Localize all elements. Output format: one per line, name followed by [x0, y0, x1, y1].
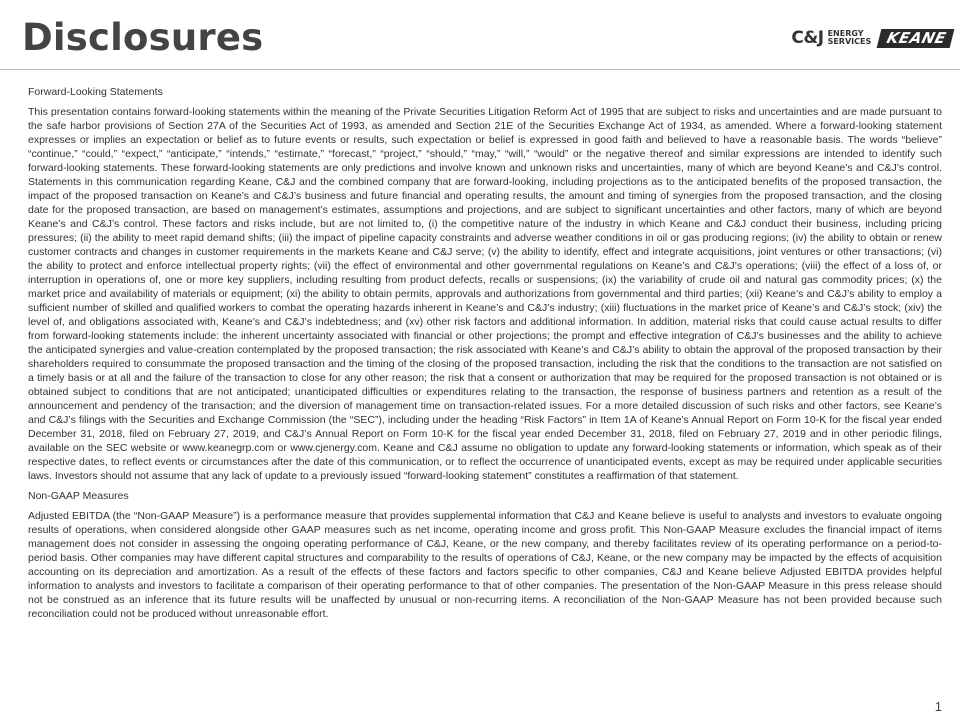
cj-logo-words [828, 30, 872, 46]
forward-looking-paragraph: This presentation contains forward-looking statements within the meaning of the Private Securities Litigation Reform Act of 1995 that are subject to risks and uncertainties and are made pursuant to the safe harbor provisions of Section 27A of the Securities Act of 1993, as amended and Section 21E of the Securities Exchange Act of 1934, as amended. Where a forward-looking statement expresses or implies an expectation or belief as to future events or results, such expectation or belief is expressed in good faith and believed to have a reasonable basis. The words “believe” “continue,” “could,” “expect,” “anticipate,” “intends,” “estimate,” “forecast,” “project,” “should,” “may,” “will,” “would” or the negative thereof and similar expressions are intended to identify such forward-looking statements. These forward-looking statements are only predictions and involve known and unknown risks and uncertainties, many of which are beyond Keane’s and C&J’s control. Statements in this communication regarding Keane, C&J and the combined company that are forward-looking, including projections as to the anticipated benefits of the proposed transaction, the impact of the proposed transaction on Keane’s and C&J’s business and future financial and operating results, the amount and timing of synergies from the proposed transaction, and the closing date for the proposed transaction, are based on management’s estimates, assumptions and projections, and are subject to significant uncertainties and other factors, many of which are beyond Keane’s and C&J’s control. These factors and risks include, but are not limited to, (i) the competitive nature of the industry in which Keane and C&J conduct their business, including pricing pressures; (ii) the ability to meet rapid demand shifts; (iii) the impact of pipeline capacity constraints and adverse weather conditions in oil or gas producing regions; (iv) the ability to obtain or renew customer contracts and changes in customer requirements in the markets Keane and C&J serve; (v) the ability to identify, effect and integrate acquisitions, joint ventures or other transactions; (vi) the ability to protect and enforce intellectual property rights; (vii) the effect of environmental and other governmental regulations on Keane’s and C&J’s operations; (viii) the effect of a loss of, or interruption in operations of, one or more key suppliers, including resulting from product defects, recalls or suspensions; (ix) the variability of crude oil and natural gas commodity prices; (x) the market price and availability of materials or equipment; (xi) the ability to obtain permits, approvals and authorizations from governmental and third parties; (xii) Keane’s and C&J’s ability to employ a sufficient number of skilled and qualified workers to combat the operating hazards inherent in Keane’s and C&J’s industry; (xiii) fluctuations in the market price of Keane’s and C&J’s stock; (xiv) the level of, and obligations associated with, Keane’s and C&J’s indebtedness; and (xv) other risk factors and additional information. In addition, material risks that could cause actual results to differ from forward-looking statements include: the inherent uncertainty associated with financial or other projections; the prompt and effective integration of C&J’s businesses and the ability to achieve the anticipated synergies and value-creation contemplated by the proposed transaction; the risk associated with Keane’s and C&J’s ability to obtain the approval of the proposed transaction by their shareholders required to consummate the proposed transaction and the timing of the closing of the proposed transaction, including the risk that the conditions to the transaction are not satisfied on a timely basis or at all and the failure of the transaction to close for any other reason; the risk that a consent or authorization that may be required for the proposed transaction is not obtained or is obtained subject to conditions that are not anticipated; unanticipated difficulties or expenditures relating to the transaction, the response of business partners and retention as a result of the announcement and pendency of the transaction; and the diversion of management time on transaction-related issues. For a more detailed discussion of such risks and other factors, see Keane’s and C&J’s filings with the Securities and Exchange Commission (the “SEC”), including under the heading “Risk Factors” in Item 1A of Keane’s Annual Report on Form 10-K for the fiscal year ended December 31, 2018, filed on February 27, 2019, and C&J’s Annual Report on Form 10-K for the fiscal year ended December 31, 2018, filed on February 27, 2019 and in other periodic filings, available on the SEC website or www.keanegrp.com or www.cjenergy.com. Keane and C&J assume no obligation to update any forward-looking statements or information, which speak as of their respective dates, to reflect events or circumstances after the date of this communication, or to reflect the occurrence of unanticipated events, except as may be required under applicable securities laws. Investors should not assume that any lack of update to a previously issued “forward-looking statement” constitutes a reaffirmation of that statement. [28, 106, 942, 482]
forward-looking-heading: Forward-Looking Statements [28, 86, 163, 98]
keane-logo: KEANE [877, 29, 955, 48]
cj-logo-line1: ENERGY [827, 29, 864, 38]
non-gaap-paragraph: Adjusted EBITDA (the “Non-GAAP Measure”) is a performance measure that provides supplemental information that C&J and Keane believe is useful to analysts and investors to evaluate ongoing results of operations, when considered alongside other GAAP measures such as net income, operating income and gross profit. This Non-GAAP Measure excludes the financial impact of items management does not consider in assessing the ongoing operating performance of C&J, Keane, or the new company, and thereby facilitates review of its operating performance on a period-to-period basis. Other companies may have different capital structures and comparability to the results of operations of C&J, Keane, or the new company may be impacted by the effects of acquisition accounting on its depreciation and amortization. As a result of the effects of these factors and factors specific to other companies, C&J and Keane believe Adjusted EBITDA provides helpful information to analysts and investors to facilitate a comparison of their operating performance to that of other companies. The presentation of the Non-GAAP Measure in this press release should not be construed as an inference that its future results will be unaffected by unusual or non-recurring items. A reconciliation of the Non-GAAP Measure has not been provided because such reconciliation could not be produced without unreasonable effort. [28, 510, 942, 620]
non-gaap-heading: Non-GAAP Measures [28, 490, 129, 502]
header-divider [0, 69, 960, 70]
cj-logo-line2: SERVICES [827, 37, 872, 46]
cj-energy-services-logo [791, 28, 871, 48]
page-title: Disclosures [22, 16, 264, 59]
page-number: 1 [934, 699, 942, 714]
company-logos [791, 27, 952, 49]
cj-logo-mark: C&J [791, 28, 824, 48]
disclosure-content [28, 85, 942, 627]
